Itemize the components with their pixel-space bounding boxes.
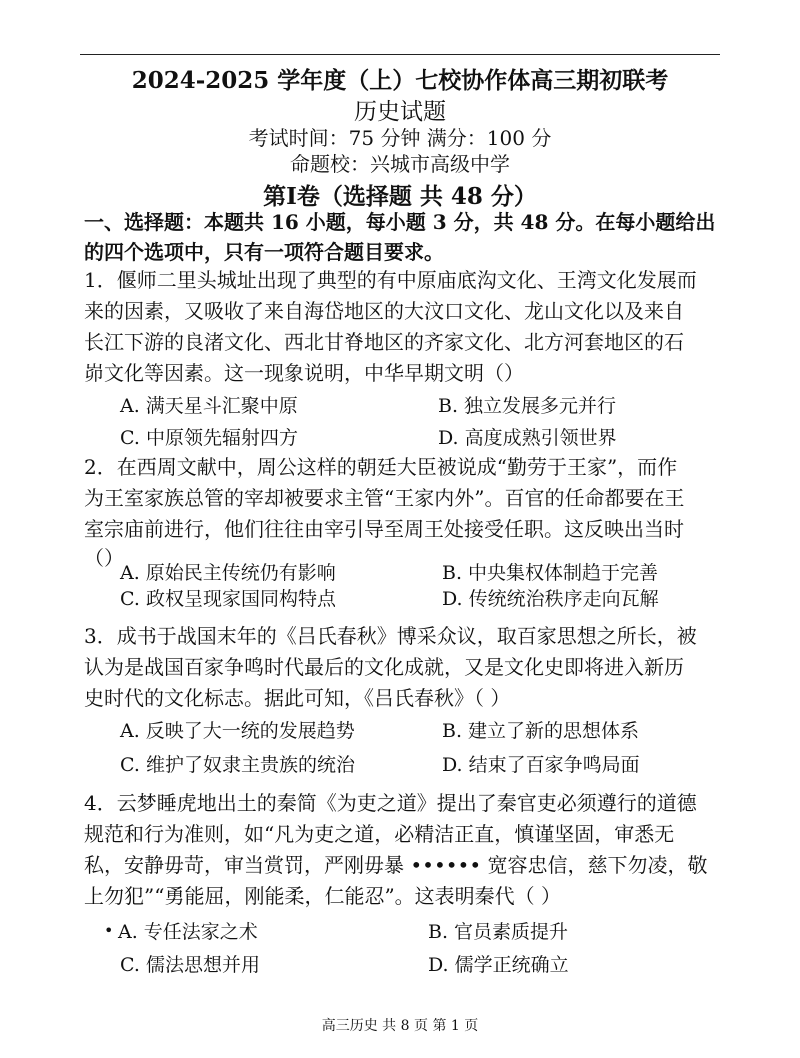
question-3 [84, 621, 724, 714]
question-line: 规范和行为准则，如“凡为吏之道，必精洁正直，慎谨坚固，审悉无 [84, 822, 675, 846]
bullet-marker: • [104, 921, 114, 940]
question-line: 1．偃师二里头城址出现了典型的有中原庙底沟文化、王湾文化发展而 [84, 268, 697, 292]
q2-option-a: A. 原始民主传统仍有影响 [120, 562, 336, 584]
question-line: 认为是战国百家争鸣时代最后的文化成就，又是文化史即将进入新历 [84, 655, 684, 679]
question-line: 峁文化等因素。这一现象说明，中华早期文明（） [84, 361, 524, 385]
q3-option-b: B. 建立了新的思想体系 [442, 720, 640, 742]
question-2 [84, 452, 724, 571]
exam-school: 命题校：兴城市高级中学 [290, 152, 510, 176]
q3-option-d: D. 结束了百家争鸣局面 [442, 754, 640, 776]
question-line: 史时代的文化标志。据此可知，《吕氏春秋》（ ） [84, 686, 511, 710]
section-instructions [84, 207, 724, 267]
q1-option-c: C. 中原领先辐射四方 [120, 427, 298, 449]
exam-title: 2024-2025 学年度（上）七校协作体高三期初联考 [131, 67, 669, 94]
q4-option-a: A. 专任法家之术 [118, 921, 258, 943]
q4-option-c: C. 儒法思想并用 [120, 954, 260, 976]
exam-subject: 历史试题 [354, 99, 446, 125]
page-footer: 高三历史 共 8 页 第 1 页 [321, 1018, 479, 1034]
section-line: 一、选择题：本题共 16 小题，每小题 3 分，共 48 分。在每小题给出 [84, 210, 716, 234]
q3-option-a: A. 反映了大一统的发展趋势 [120, 720, 355, 742]
question-line: 来的因素，又吸收了来自海岱地区的大汶口文化、龙山文化以及来自 [84, 299, 684, 323]
question-line: 室宗庙前进行，他们往往由宰引导至周王处接受任职。这反映出当时 [84, 517, 684, 541]
q2-option-d: D. 传统统治秩序走向瓦解 [442, 588, 659, 610]
volume-heading: 第Ⅰ卷（选择题 共 48 分） [263, 183, 537, 210]
top-rule [80, 54, 720, 55]
question-line: 长江下游的良渚文化、西北甘脊地区的齐家文化、北方河套地区的石 [84, 330, 684, 354]
question-line: 上勿犯”“勇能屈，刚能柔，仁能忍”。这表明秦代（ ） [84, 884, 562, 908]
exam-info: 考试时间：75 分钟 满分：100 分 [248, 126, 552, 150]
q3-option-c: C. 维护了奴隶主贵族的统治 [120, 754, 355, 776]
q1-option-d: D. 高度成熟引领世界 [438, 427, 617, 449]
q2-option-b: B. 中央集权体制趋于完善 [442, 562, 659, 584]
q1-option-b: B. 独立发展多元并行 [438, 395, 617, 417]
question-line: 4．云梦睡虎地出土的秦简《为吏之道》提出了秦官吏必须遵行的道德 [84, 791, 697, 815]
question-line: （） [84, 546, 124, 570]
q2-option-c: C. 政权呈现家国同构特点 [120, 588, 336, 610]
question-1 [84, 265, 724, 389]
q4-option-b: B. 官员素质提升 [428, 921, 569, 943]
section-line: 的四个选项中，只有一项符合题目要求。 [84, 240, 444, 264]
question-line: 3．成书于战国末年的《吕氏春秋》博采众议，取百家思想之所长，被 [84, 624, 697, 648]
question-line: 2．在西周文献中，周公这样的朝廷大臣被说成“勤劳于王家”，而作 [84, 455, 678, 479]
question-4 [84, 788, 724, 912]
question-line: 为王室家族总管的宰却被要求主管“王家内外”。百官的任命都要在王 [84, 486, 685, 510]
q4-option-d: D. 儒学正统确立 [428, 954, 569, 976]
question-line: 私，安静毋苛，审当赏罚，严刚毋暴 •••••• 宽容忠信，慈下勿凌，敬 [84, 853, 708, 877]
q1-option-a: A. 满天星斗汇聚中原 [120, 395, 298, 417]
